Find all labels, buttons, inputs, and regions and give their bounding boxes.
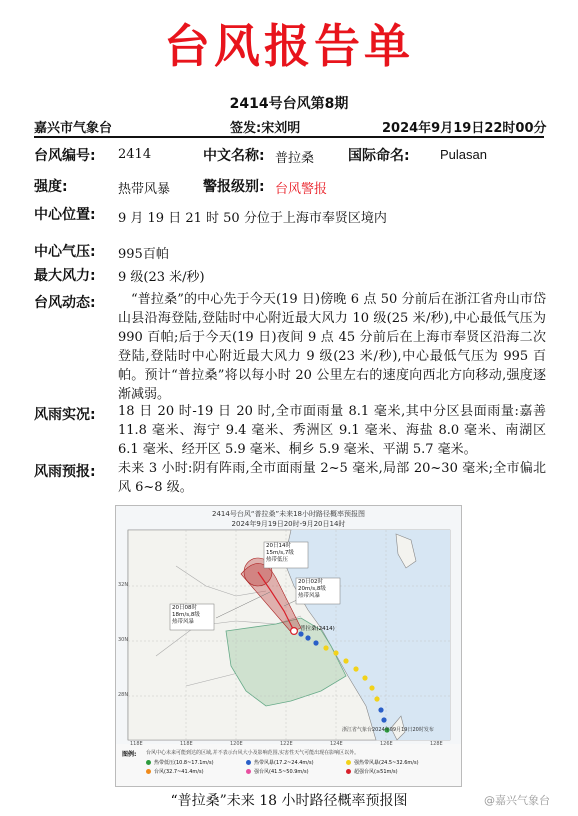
observed-weather-label: 风雨实况:	[34, 407, 96, 423]
max-wind-label: 最大风力:	[34, 268, 96, 284]
storm-label: 普拉桑(2414)	[300, 626, 335, 632]
lon-label: 122E	[280, 741, 293, 747]
map-subtitle: 2024年9月19日20时-9月20日14时	[231, 520, 346, 528]
alert-level-label: 警报级别:	[203, 179, 265, 195]
lat-label: 30N	[118, 637, 129, 643]
legend-item	[146, 768, 204, 775]
current-center-marker	[291, 628, 298, 635]
legend-label: 强台风(41.5~50.9m/s)	[254, 769, 309, 775]
cn-name-label: 中文名称:	[203, 148, 265, 164]
lon-label: 118E	[130, 741, 143, 747]
typhoon-number-label: 台风编号:	[34, 148, 96, 164]
legend-title: 图例:	[122, 751, 137, 758]
track-forecast-map	[115, 505, 462, 787]
map-title: 2414号台风“普拉桑”未来18小时路径概率预报图	[212, 510, 365, 518]
center-position-label: 中心位置:	[34, 207, 96, 223]
legend-swatch-icon	[346, 769, 351, 774]
legend-swatch-icon	[246, 769, 251, 774]
typhoon-dynamics-text: “普拉桑”的中心先于今天(19 日)傍晚 6 点 50 分前后在浙江省舟山市岱山县沿海登陆,登陆时中心附近最大风力 10 级(25 米/秒),中心最低气压为 990 百帕;后于今天(19 日)夜间 9 点 45 分前后在上海市奉贤区沿海二次登陆,登陆时中心附近最大风力 9 级(23 米/秒),中心最低气压为 995 百帕。预计“普拉桑”将以每小时 20 公里左右的速度向西北方向移动,强度逐渐减弱。	[118, 292, 546, 402]
forecast-text: 未来 3 小时:阴有阵雨,全市面雨量 2~5 毫米,局部 20~30 毫米;全市偏北风 6~8 级。	[118, 461, 546, 495]
legend-label: 强热带风暴(24.5~32.6m/s)	[354, 760, 419, 766]
intl-name-label: 国际命名:	[348, 148, 410, 164]
intensity-label: 强度:	[34, 179, 68, 195]
intl-name-value: Pulasan	[440, 147, 487, 162]
legend-swatch-icon	[346, 760, 351, 765]
map-credit: 浙江省气象台2024年09月19日20时发布	[342, 727, 434, 733]
legend-swatch-icon	[146, 769, 151, 774]
legend-note: 台风中心未来可能到达的区域,并不表示台风大小及影响范围,实害性天气可能出现在影响区以外。	[146, 750, 360, 756]
watermark: @嘉兴气象台	[484, 794, 550, 807]
issue-number: 2414号台风第8期	[229, 96, 349, 112]
header-divider	[34, 136, 544, 138]
lat-label: 32N	[118, 582, 129, 588]
map-caption: “普拉桑”未来 18 小时路径概率预报图	[170, 793, 408, 809]
alert-level-value: 台风警报	[275, 182, 328, 197]
cn-name-value: 普拉桑	[275, 151, 315, 166]
legend-item	[246, 768, 309, 775]
max-wind-value: 9 级(23 米/秒)	[118, 270, 205, 285]
observed-weather-text: 18 日 20 时-19 日 20 时,全市面雨量 8.1 毫米,其中分区县面雨量:嘉善 11.8 毫米、海宁 9.4 毫米、秀洲区 9.1 毫米、海盐 8.0 毫米、南湖区 6.1 毫米、经开区 5.9 毫米、桐乡 5.9 毫米、平湖 5.7 毫米。	[118, 404, 546, 457]
legend-item	[146, 759, 214, 766]
lon-label: 124E	[330, 741, 343, 747]
legend-swatch-icon	[246, 760, 251, 765]
intensity-value: 热带风暴	[118, 182, 171, 197]
forecast-label: 风雨预报:	[34, 464, 96, 480]
forecast-box-20d02-text: 20日02时 20m/s,8级 热带风暴	[298, 579, 326, 599]
signer: 签发:宋刘明	[230, 121, 301, 136]
lon-label: 118E	[180, 741, 193, 747]
lon-label: 128E	[430, 741, 443, 747]
report-title: 台风报告单	[164, 19, 414, 73]
legend-label: 热带风暴(17.2~24.4m/s)	[254, 760, 314, 766]
legend-item	[346, 768, 398, 775]
legend-swatch-icon	[146, 760, 151, 765]
center-pressure-label: 中心气压:	[34, 244, 96, 260]
lon-label: 120E	[230, 741, 243, 747]
typhoon-number-value: 2414	[118, 147, 152, 162]
legend-label: 台风(32.7~41.4m/s)	[154, 769, 204, 775]
center-pressure-value: 995百帕	[118, 247, 169, 262]
forecast-box-20d14-text: 20日14时 15m/s,7级 热带低压	[266, 543, 294, 563]
forecast-box-20d08-text: 20日08时 18m/s,8级 热带风暴	[172, 605, 200, 625]
lon-label: 126E	[380, 741, 393, 747]
legend-item	[346, 759, 419, 766]
legend-label: 热带低压(10.8~17.1m/s)	[154, 760, 214, 766]
legend-label: 超强台风(≥51m/s)	[354, 769, 398, 775]
lat-label: 28N	[118, 692, 129, 698]
legend-item	[246, 759, 314, 766]
issuing-org: 嘉兴市气象台	[34, 121, 113, 136]
center-position-value: 9 月 19 日 21 时 50 分位于上海市奉贤区境内	[118, 211, 387, 226]
issue-datetime: 2024年9月19日22时00分	[382, 121, 547, 136]
typhoon-dynamics-label: 台风动态:	[34, 295, 96, 311]
